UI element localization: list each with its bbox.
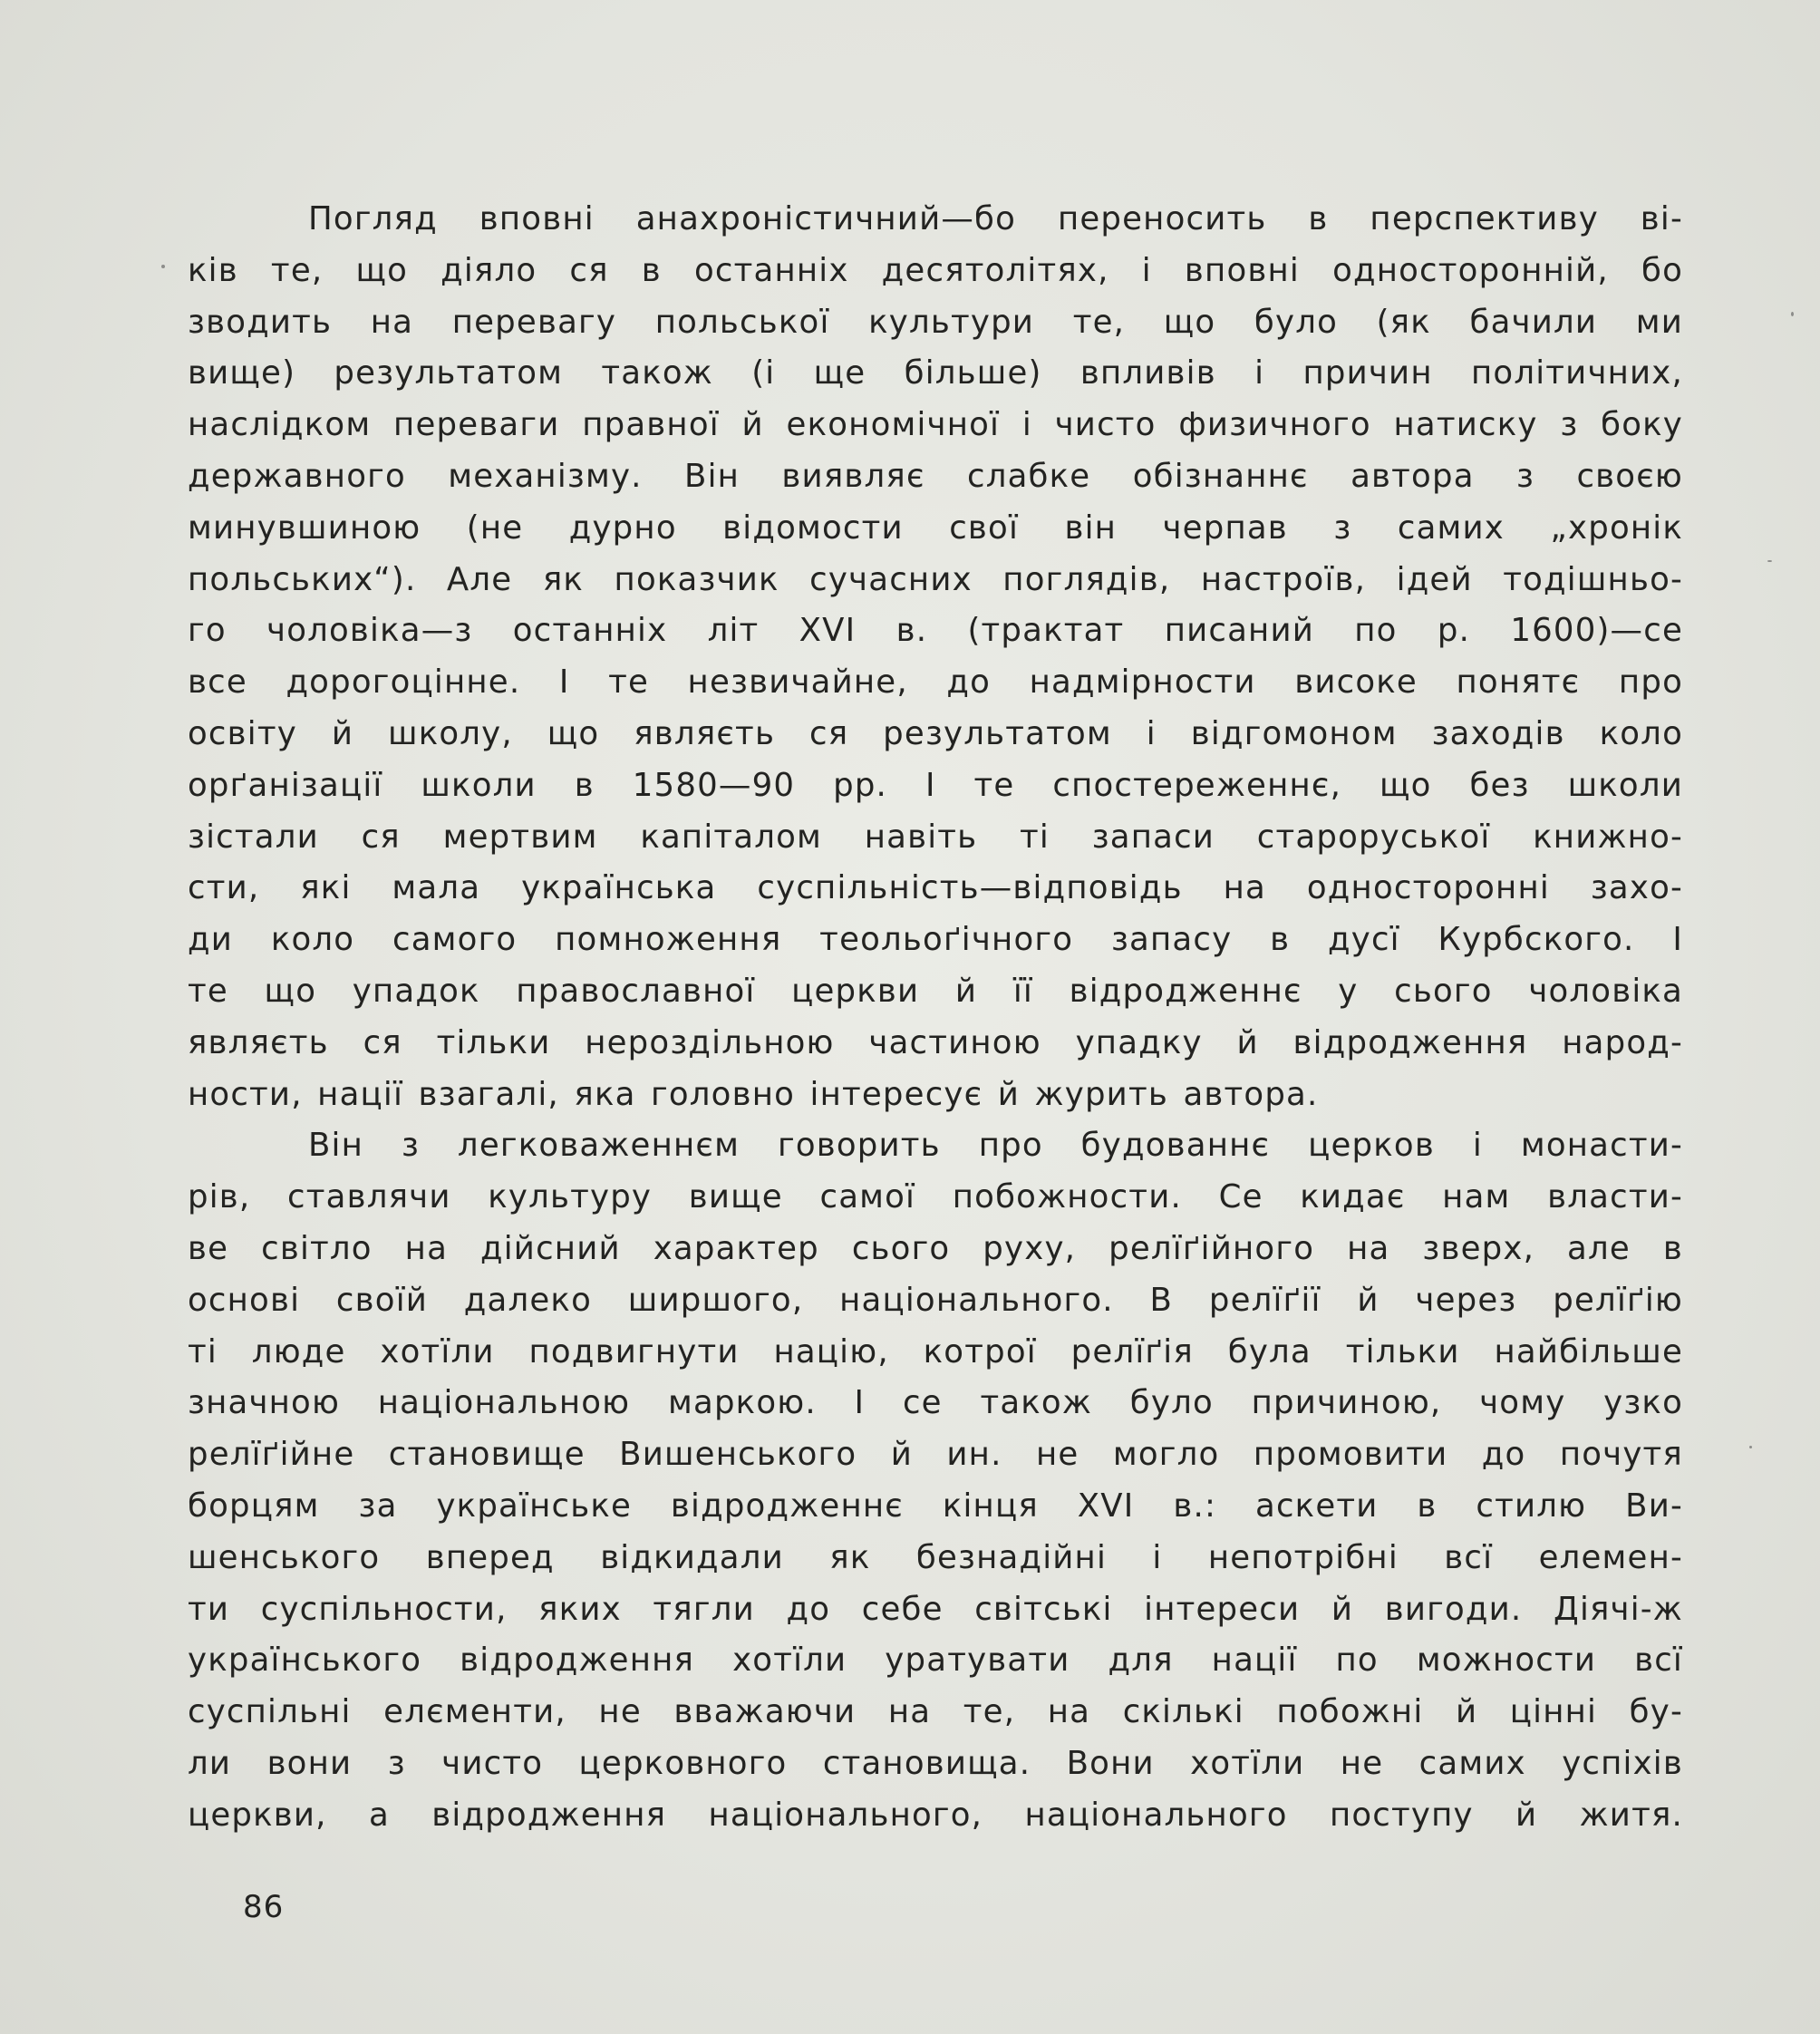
text-line: українського відродження хотїли уратувати для нації по можности всї: [188, 1642, 1683, 1680]
text-line: зводить на перевагу польської культури те, що було (як бачили ми: [188, 303, 1683, 341]
text-line: суспільні елєменти, не вважаючи на те, на скількі побожні й цінні бу-: [188, 1693, 1683, 1731]
text-line: ности, нації взагалі, яка головно інтересує й журить автора.: [188, 1075, 1319, 1113]
text-line: борцям за українське відродженнє кінця XVI в.: аскети в стилю Ви-: [188, 1487, 1683, 1525]
text-line: державного механізму. Він виявляє слабке обізнаннє автора з своєю: [188, 457, 1683, 495]
page-number: 86: [243, 1889, 285, 1925]
text-line: польських“). Але як показчик сучасних поглядів, настроїв, ідей тодішньо-: [188, 560, 1683, 598]
text-line: ти суспільности, яких тягли до себе світські інтереси й вигоди. Діячі-ж: [188, 1590, 1683, 1628]
text-line: те що упадок православної церкви й її відродженнє у сього чоловіка: [188, 972, 1683, 1010]
text-line: все дорогоцінне. І те незвичайне, до надмірности високе понятє про: [188, 663, 1683, 702]
dust-speck: [161, 265, 165, 268]
text-line: ди коло самого помноження теольоґічного запасу в дусї Курбского. І: [188, 921, 1683, 959]
dust-speck: [1767, 560, 1772, 562]
dust-speck: [1791, 312, 1794, 316]
text-line: минувшиною (не дурно відомости свої він черпав з самих „хронік: [188, 508, 1683, 547]
text-line: освіту й школу, що являєть ся результатом і відгомоном заходів коло: [188, 714, 1683, 752]
text-line: Він з легковаженнєм говорить про будованнє церков і монасти-: [308, 1127, 1683, 1165]
text-line: орґанізації школи в 1580—90 рр. І те спостереженнє, що без школи: [188, 766, 1683, 804]
text-line: сти, які мала українська суспільність—відповідь на односторонні захо-: [188, 869, 1683, 907]
text-line: церкви, а відродження національного, національного поступу й житя.: [188, 1796, 1683, 1834]
text-line: ті люде хотїли подвигнути націю, котрої релїґія була тільки найбільше: [188, 1332, 1683, 1371]
text-line: Погляд вповні анахроністичний—бо переносить в перспективу ві-: [308, 200, 1683, 237]
text-line: ків те, що діяло ся в останніх десятолітях, і вповні односторонній, бо: [188, 251, 1683, 289]
text-line: зістали ся мертвим капіталом навіть ті запаси староруської книжно-: [188, 818, 1683, 856]
text-line: наслідком переваги правної й економічної і чисто физичного натиску з боку: [188, 406, 1683, 444]
text-line: го чоловіка—з останніх літ XVI в. (трактат писаний по р. 1600)—се: [188, 612, 1683, 650]
body-text: [188, 194, 1683, 1842]
text-line: релїґійне становище Вишенського й ин. не могло промовити до почутя: [188, 1436, 1683, 1474]
text-line: основі своїй далеко ширшого, національного. В релїґії й через релїґію: [188, 1281, 1683, 1319]
text-line: являєть ся тільки нероздільною частиною упадку й відродження народ-: [188, 1023, 1683, 1061]
text-line: значною національною маркою. І се також було причиною, чому узко: [188, 1384, 1683, 1422]
text-line: шенського вперед відкидали як безнадійні і непотрібні всї елемен-: [188, 1538, 1683, 1576]
dust-speck: [1749, 1446, 1752, 1448]
text-line: ве світло на дійсний характер сього руху, релїґійного на зверх, але в: [188, 1229, 1683, 1267]
text-line: ли вони з чисто церковного становища. Вони хотїли не самих успіхів: [188, 1744, 1683, 1782]
text-line: вище) результатом також (і ще більше) впливів і причин політичних,: [188, 354, 1683, 392]
text-line: рів, ставлячи культуру вище самої побожности. Се кидає нам власти-: [188, 1178, 1683, 1216]
